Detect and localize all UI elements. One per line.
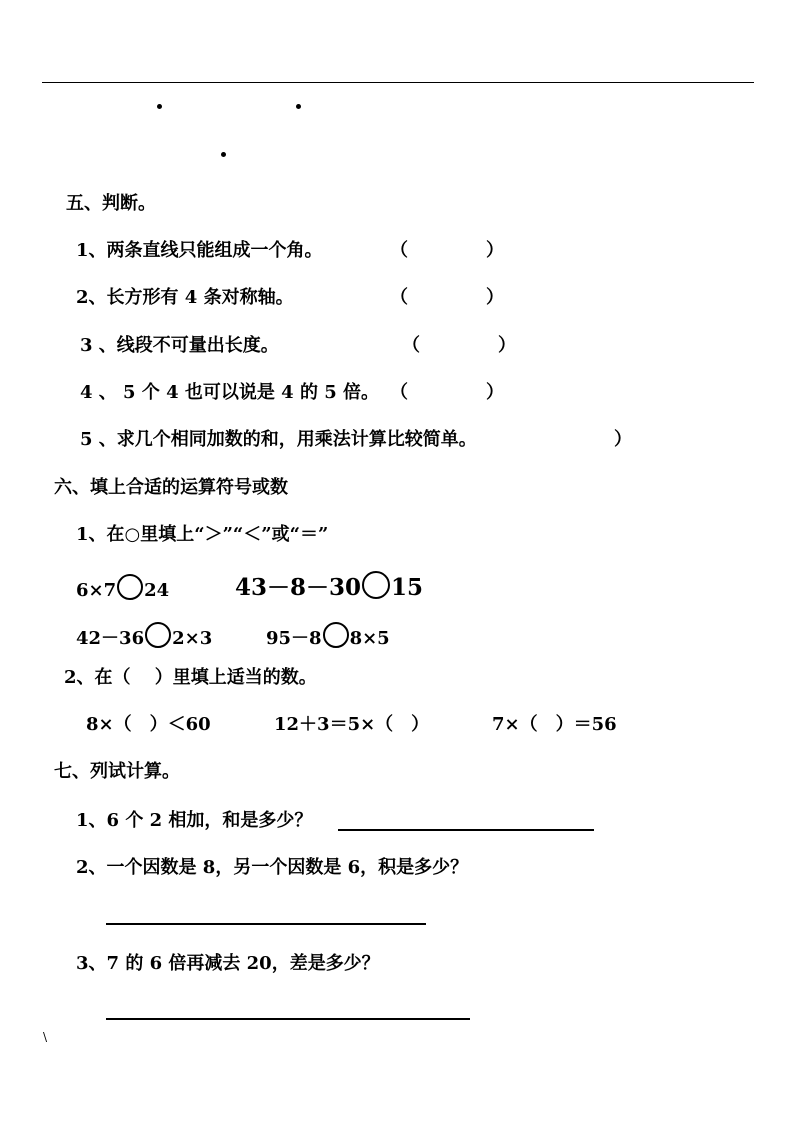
compare-right: 2×3 [172, 628, 213, 649]
fill-instruction: 2、在（ ）里填上适当的数。 [64, 667, 317, 688]
section-5-title: 五、判断。 [66, 193, 156, 214]
fill-expr[interactable]: 8×（ ）＜60 [86, 714, 211, 735]
compare-expr [235, 571, 423, 602]
section-7-title: 七、列试计算。 [54, 761, 180, 782]
compare-left: 95－8 [266, 628, 322, 649]
answer-paren-close[interactable]: ） [498, 335, 516, 356]
judge-item-5: 5 、求几个相同加数的和，用乘法计算比较简单。 [80, 429, 477, 450]
compare-left: 42－36 [76, 628, 145, 649]
compare-right: 8×5 [349, 628, 390, 649]
calc-item-3: 3、7 的 6 倍再减去 20，差是多少？ [76, 953, 380, 974]
answer-paren-close[interactable]: ） [614, 429, 632, 450]
answer-line[interactable] [106, 1018, 470, 1020]
judge-item-4: 4 、 5 个 4 也可以说是 4 的 5 倍。 [80, 382, 380, 403]
answer-paren-open[interactable]: （ [390, 240, 408, 261]
compare-expr [76, 574, 169, 603]
bullet-dot [296, 104, 301, 109]
compare-circle[interactable] [117, 574, 143, 600]
compare-left: 43－8－30 [235, 574, 362, 601]
fill-expr[interactable]: 12＋3＝5×（ ） [274, 714, 430, 735]
answer-line[interactable] [106, 923, 426, 925]
bullet-dot [221, 152, 226, 157]
answer-paren-close[interactable]: ） [486, 382, 504, 403]
answer-paren-open[interactable]: （ [402, 335, 420, 356]
answer-paren-open[interactable]: （ [390, 382, 408, 403]
answer-line[interactable] [338, 829, 594, 831]
calc-item-2: 2、一个因数是 8，另一个因数是 6，积是多少？ [76, 857, 469, 878]
answer-paren-close[interactable]: ） [486, 287, 504, 308]
compare-expr [76, 622, 212, 651]
top-rule [42, 82, 754, 83]
judge-item-2: 2、长方形有 4 条对称轴。 [76, 287, 294, 308]
section-6-title: 六、填上合适的运算符号或数 [54, 477, 288, 498]
calc-item-1: 1、6 个 2 相加，和是多少？ [76, 810, 313, 831]
answer-paren-close[interactable]: ） [486, 240, 504, 261]
compare-circle[interactable] [145, 622, 171, 648]
judge-item-3: 3 、线段不可量出长度。 [80, 335, 279, 356]
compare-left: 6×7 [76, 580, 117, 601]
answer-paren-open[interactable]: （ [390, 287, 408, 308]
fill-expr[interactable]: 7×（ ）＝56 [492, 714, 617, 735]
compare-right: 15 [391, 574, 424, 601]
compare-circle[interactable] [362, 571, 390, 599]
judge-item-1: 1、两条直线只能组成一个角。 [76, 240, 323, 261]
compare-instruction: 1、在○里填上“＞”“＜”或“＝” [76, 524, 329, 545]
compare-circle[interactable] [323, 622, 349, 648]
compare-right: 24 [144, 580, 170, 601]
footer-mark: \ [43, 1030, 48, 1044]
compare-expr [266, 622, 390, 651]
bullet-dot [157, 104, 162, 109]
